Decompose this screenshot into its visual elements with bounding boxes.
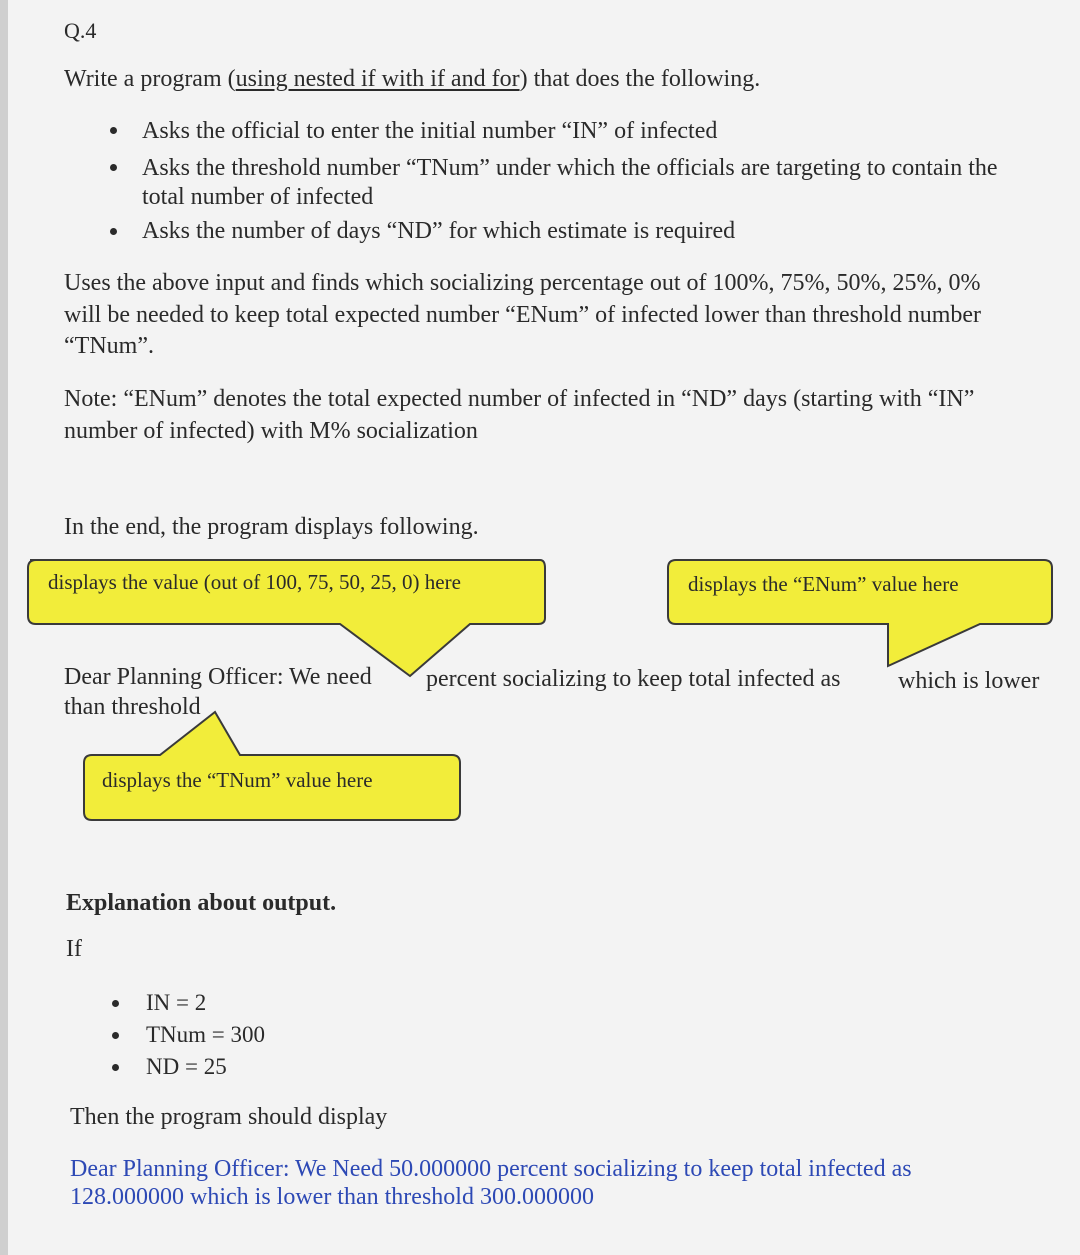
- uses-line-3: “TNum”.: [64, 333, 154, 359]
- bullet-item: Asks the official to enter the initial number “IN” of infected: [142, 118, 718, 144]
- callout-tnum-text: displays the “TNum” value here: [102, 768, 373, 792]
- bullet-item-continued: total number of infected: [142, 184, 374, 210]
- then-line: Then the program should display: [70, 1104, 388, 1130]
- bullet-item: Asks the number of days “ND” for which estimate is required: [142, 218, 736, 244]
- uses-line-2: will be needed to keep total expected number “ENum” of infected lower than threshold number: [64, 302, 982, 328]
- callout-tnum-shape: [84, 712, 460, 820]
- note-line-2: number of infected) with M% socialization: [64, 418, 478, 444]
- callout-value-text: displays the value (out of 100, 75, 50, 25, 0) here: [48, 570, 461, 594]
- input-nd: ND = 25: [146, 1054, 227, 1079]
- bullet-dot: [112, 1000, 119, 1007]
- message-line-2: than threshold: [64, 694, 201, 720]
- note-line-1: Note: “ENum” denotes the total expected number of infected in “ND” days (starting with “IN”: [64, 386, 975, 412]
- intro-suffix: ) that does the following.: [519, 66, 761, 92]
- explanation-heading: Explanation about output.: [66, 890, 337, 916]
- message-part-1: Dear Planning Officer: We need: [64, 664, 372, 690]
- intro-prefix: Write a program (: [64, 66, 236, 92]
- message-part-3: which is lower: [898, 668, 1040, 694]
- bullet-item: Asks the threshold number “TNum” under which the officials are targeting to contain the: [142, 155, 998, 181]
- message-part-2: percent socializing to keep total infected as: [426, 666, 841, 692]
- bullet-dot: [112, 1064, 119, 1071]
- explanation-if: If: [66, 936, 82, 962]
- bullet-dot: [112, 1032, 119, 1039]
- end-line: In the end, the program displays following.: [64, 514, 479, 540]
- callout-enum-text: displays the “ENum” value here: [688, 572, 959, 596]
- input-in: IN = 2: [146, 990, 207, 1015]
- question-number: Q.4: [64, 18, 97, 43]
- uses-line-1: Uses the above input and finds which socializing percentage out of 100%, 75%, 50%, 25%, 0%: [64, 270, 981, 296]
- intro-underlined: using nested if with if and for: [235, 66, 520, 92]
- output-line-1: Dear Planning Officer: We Need 50.000000 percent socializing to keep total infected as: [70, 1156, 912, 1182]
- output-line-2: 128.000000 which is lower than threshold 300.000000: [70, 1184, 594, 1210]
- input-tnum: TNum = 300: [146, 1022, 266, 1047]
